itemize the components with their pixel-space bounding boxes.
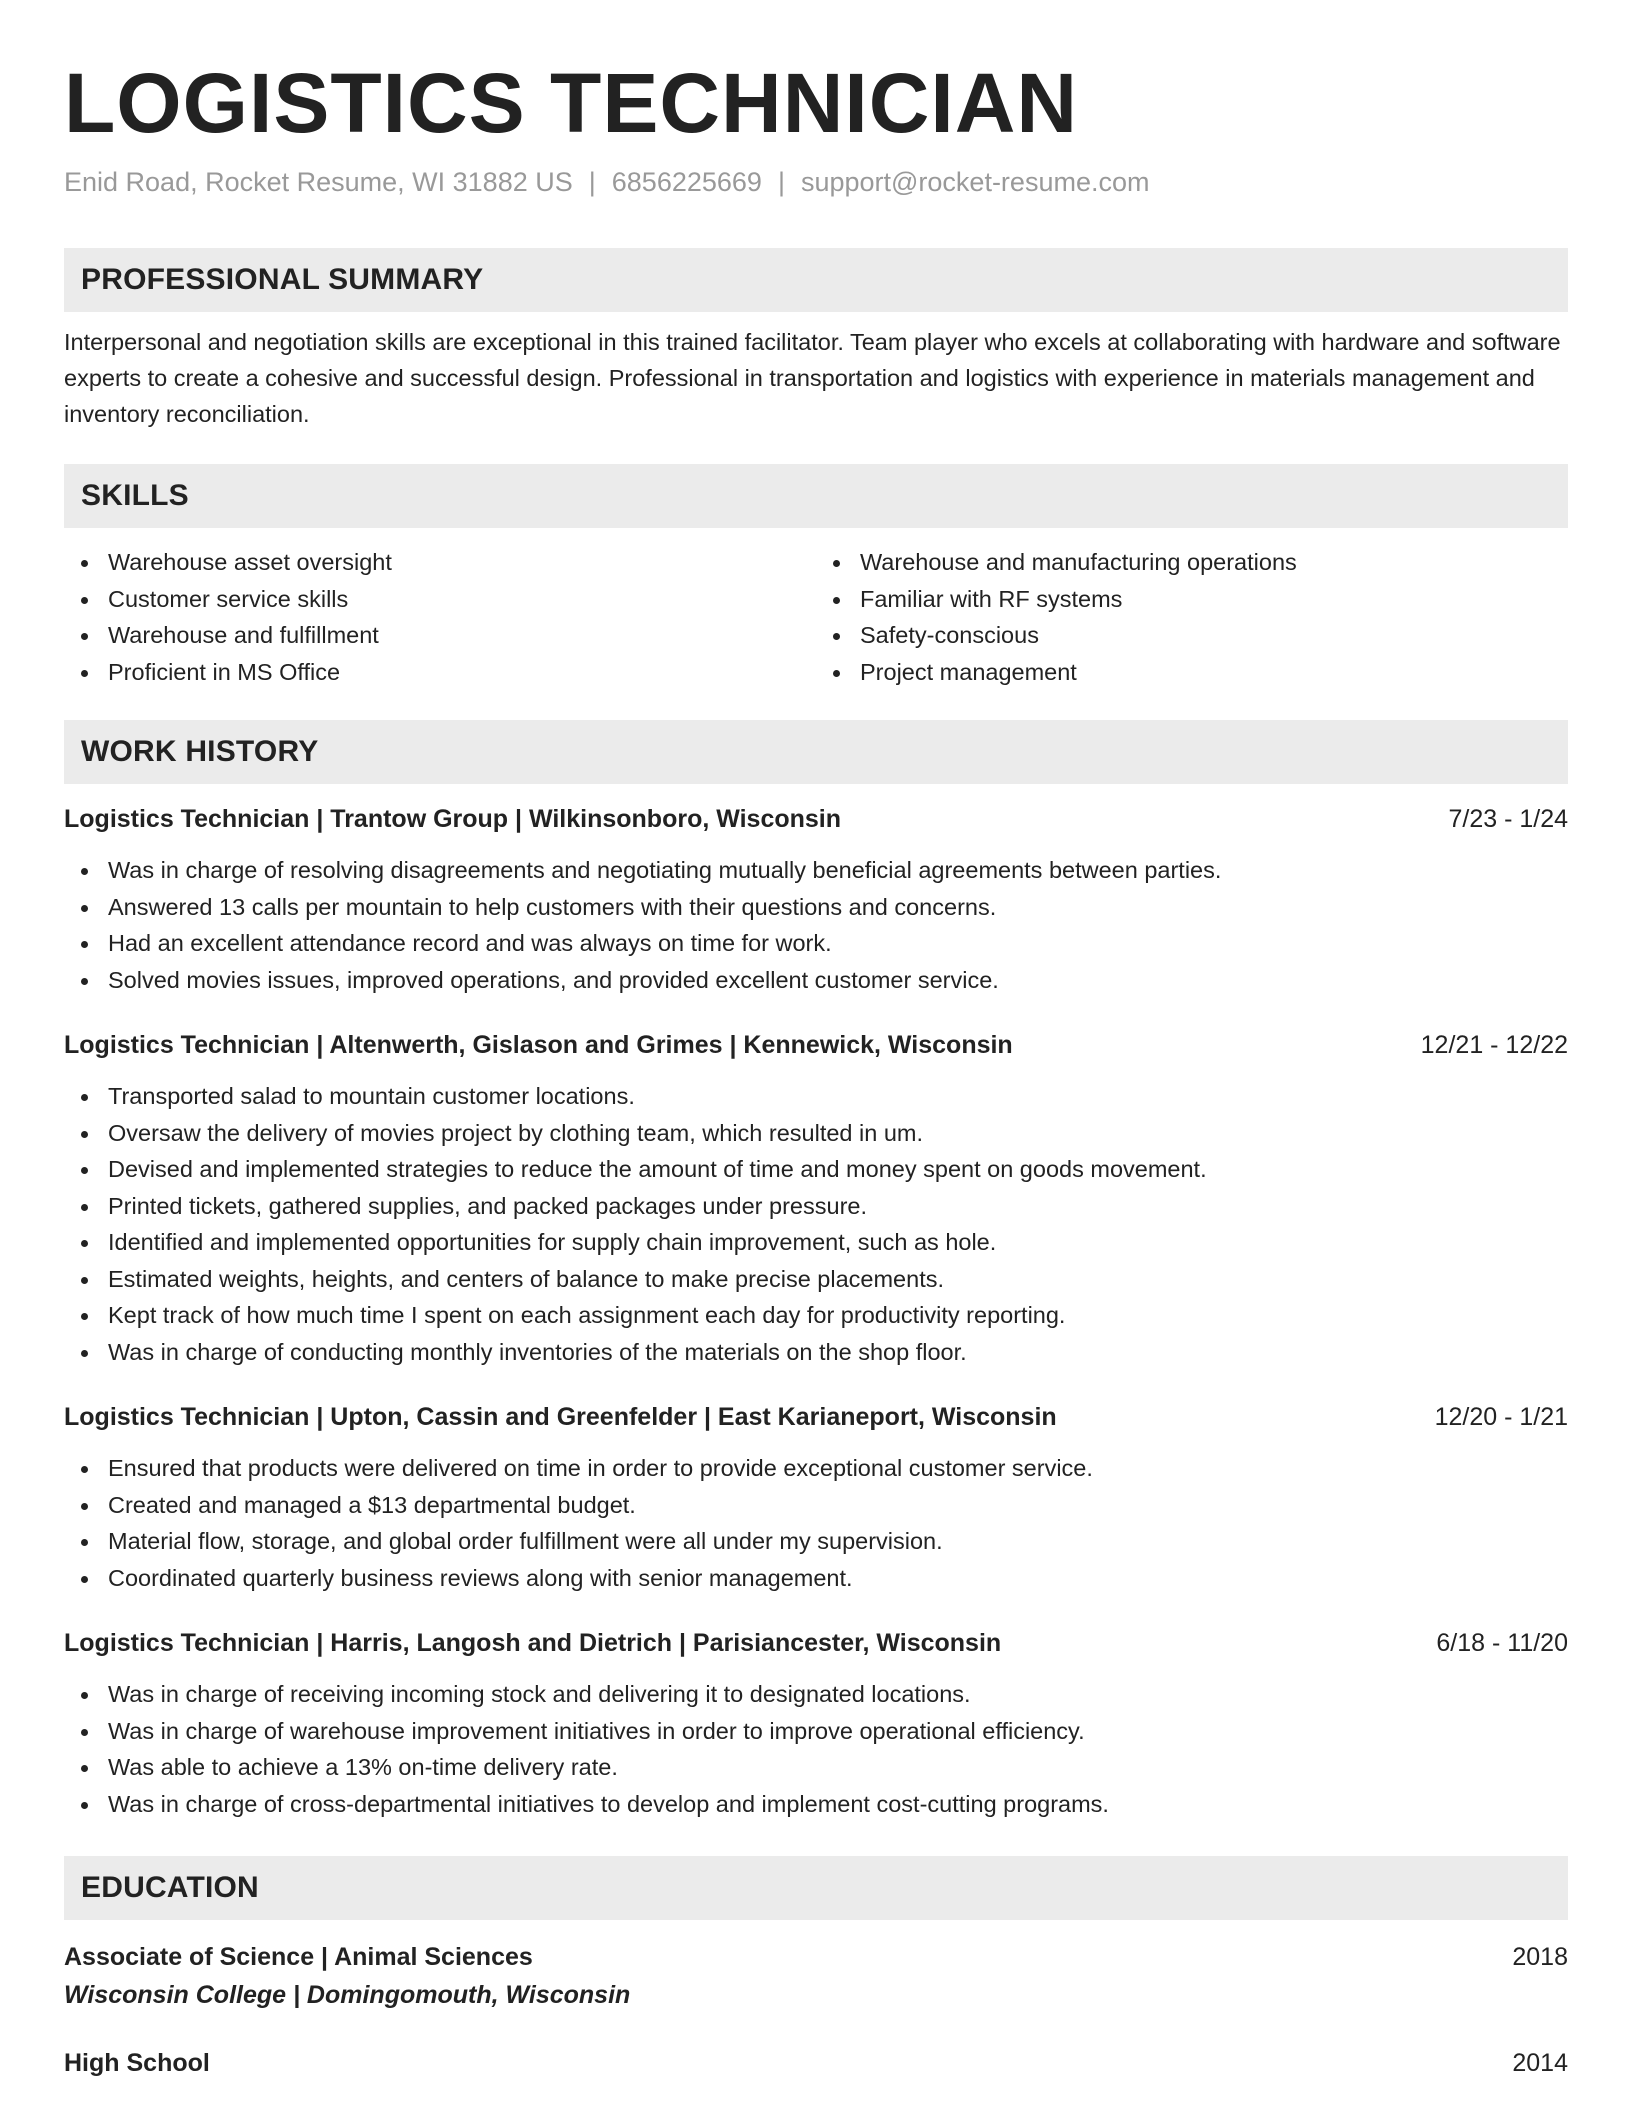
education-header xyxy=(64,1938,1568,1976)
job-dates: 7/23 - 1/24 xyxy=(1448,805,1568,833)
job-header xyxy=(64,1028,1568,1062)
skill-item: Project management xyxy=(816,654,1568,691)
job-entry xyxy=(64,802,1568,998)
job-bullet: Printed tickets, gathered supplies, and packed packages under pressure. xyxy=(64,1188,1568,1225)
job-header xyxy=(64,1626,1568,1660)
work-history-heading: WORK HISTORY xyxy=(64,720,1568,784)
job-bullet: Answered 13 calls per mountain to help customers with their questions and concerns. xyxy=(64,889,1568,926)
skill-item: Warehouse asset oversight xyxy=(64,544,816,581)
job-bullet: Devised and implemented strategies to reduce the amount of time and money spent on goods movement. xyxy=(64,1151,1568,1188)
job-bullet: Ensured that products were delivered on time in order to provide exceptional customer service. xyxy=(64,1450,1568,1487)
job-bullet: Was in charge of receiving incoming stock and delivering it to designated locations. xyxy=(64,1676,1568,1713)
skill-item: Warehouse and fulfillment xyxy=(64,617,816,654)
education-year: 2014 xyxy=(1512,2049,1568,2077)
job-title: Logistics Technician | Harris, Langosh and Dietrich | Parisiancester, Wisconsin xyxy=(64,1629,1002,1657)
skill-item: Customer service skills xyxy=(64,581,816,618)
contact-line xyxy=(64,164,1568,200)
job-bullet: Created and managed a $13 departmental budget. xyxy=(64,1487,1568,1524)
skills-column-left xyxy=(64,544,816,690)
skill-item: Warehouse and manufacturing operations xyxy=(816,544,1568,581)
job-bullet: Was in charge of warehouse improvement initiatives in order to improve operational efficiency. xyxy=(64,1713,1568,1750)
job-bullet: Identified and implemented opportunities for supply chain improvement, such as hole. xyxy=(64,1224,1568,1261)
job-dates: 6/18 - 11/20 xyxy=(1436,1629,1568,1657)
job-entry xyxy=(64,1626,1568,1822)
job-bullet: Coordinated quarterly business reviews along with senior management. xyxy=(64,1560,1568,1597)
job-header xyxy=(64,802,1568,836)
job-bullet: Was able to achieve a 13% on-time delivery rate. xyxy=(64,1749,1568,1786)
job-dates: 12/21 - 12/22 xyxy=(1420,1031,1568,1059)
job-title: Logistics Technician | Upton, Cassin and Greenfelder | East Karianeport, Wisconsin xyxy=(64,1403,1057,1431)
job-bullet: Solved movies issues, improved operations, and provided excellent customer service. xyxy=(64,962,1568,999)
skills-column-right xyxy=(816,544,1568,690)
education-header xyxy=(64,2044,1568,2082)
contact-phone: 6856225669 xyxy=(611,167,762,197)
job-bullet: Estimated weights, heights, and centers of balance to make precise placements. xyxy=(64,1261,1568,1298)
education-heading: EDUCATION xyxy=(64,1856,1568,1920)
skill-item: Safety-conscious xyxy=(816,617,1568,654)
education-year: 2018 xyxy=(1512,1943,1568,1971)
contact-separator: | xyxy=(588,167,596,197)
contact-separator: | xyxy=(777,167,785,197)
job-bullet: Had an excellent attendance record and was always on time for work. xyxy=(64,925,1568,962)
job-header xyxy=(64,1400,1568,1434)
job-bullets xyxy=(64,1078,1568,1370)
job-title: Logistics Technician | Altenwerth, Gislason and Grimes | Kennewick, Wisconsin xyxy=(64,1031,1013,1059)
job-bullets xyxy=(64,1676,1568,1822)
job-entry xyxy=(64,1400,1568,1596)
job-bullet: Was in charge of cross-departmental initiatives to develop and implement cost-cutting programs. xyxy=(64,1786,1568,1823)
contact-address: Enid Road, Rocket Resume, WI 31882 US xyxy=(64,167,573,197)
job-bullet: Kept track of how much time I spent on each assignment each day for productivity reporting. xyxy=(64,1297,1568,1334)
job-bullet: Material flow, storage, and global order fulfillment were all under my supervision. xyxy=(64,1523,1568,1560)
job-bullets xyxy=(64,1450,1568,1596)
summary-heading: PROFESSIONAL SUMMARY xyxy=(64,248,1568,312)
education-school: Wisconsin College | Domingomouth, Wisconsin xyxy=(64,1981,631,2009)
contact-email: support@rocket-resume.com xyxy=(800,167,1150,197)
skills-list xyxy=(64,544,1568,690)
job-bullet: Transported salad to mountain customer locations. xyxy=(64,1078,1568,1115)
job-bullet: Oversaw the delivery of movies project by clothing team, which resulted in um. xyxy=(64,1115,1568,1152)
education-degree: High School xyxy=(64,2049,210,2077)
education-entry xyxy=(64,1938,1568,2014)
job-bullets xyxy=(64,852,1568,998)
resume-name: LOGISTICS TECHNICIAN xyxy=(64,56,1079,150)
education-degree: Associate of Science | Animal Sciences xyxy=(64,1943,533,1971)
job-title: Logistics Technician | Trantow Group | Wilkinsonboro, Wisconsin xyxy=(64,805,842,833)
job-bullet: Was in charge of conducting monthly inventories of the materials on the shop floor. xyxy=(64,1334,1568,1371)
summary-text: Interpersonal and negotiation skills are exceptional in this trained facilitator. Team player who excels at collaborating with hardware and software experts to create a cohesive and successful design. Professional in transportation and logistics with experience in materials management and inventory reconciliation. xyxy=(64,329,1561,427)
skill-item: Proficient in MS Office xyxy=(64,654,816,691)
job-entry xyxy=(64,1028,1568,1370)
skills-heading: SKILLS xyxy=(64,464,1568,528)
job-bullet: Was in charge of resolving disagreements and negotiating mutually beneficial agreements between parties. xyxy=(64,852,1568,889)
skill-item: Familiar with RF systems xyxy=(816,581,1568,618)
job-dates: 12/20 - 1/21 xyxy=(1434,1403,1568,1431)
education-entry xyxy=(64,2044,1568,2082)
